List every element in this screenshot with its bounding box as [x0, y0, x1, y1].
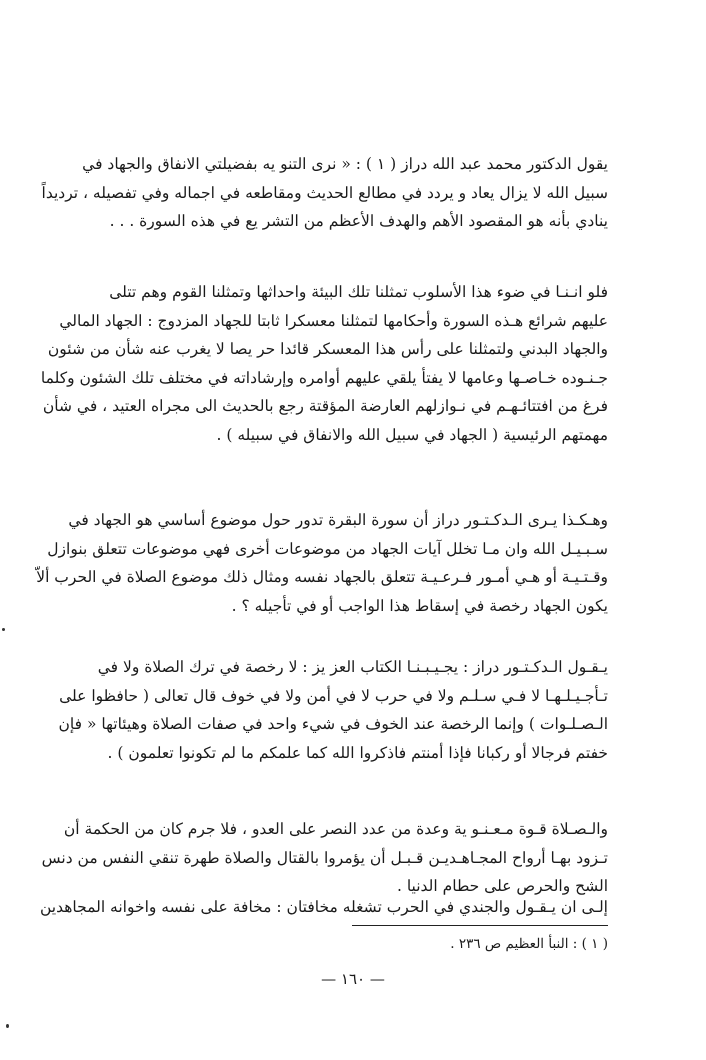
paragraph-5 [41, 815, 608, 901]
footnote-divider [352, 925, 608, 926]
text-line: سبيل الله لا يزال يعاد و يردد في مطالع الحديث ومقاطعه في اجماله وفي تفصيله ، ترديداً [41, 183, 608, 202]
text-line: سـبـيـل الله وان مـا تخلل آيات الجهاد من موضوعات أخرى فهي موضوعات تتعلق بنوازل [47, 539, 608, 558]
paragraph-4 [58, 653, 608, 767]
paragraph-1 [41, 150, 608, 236]
text-line: يـقـول الـدكـتـور دراز : يجـيـبـنـا الكتاب العز يز : لا رخصة في ترك الصلاة ولا في [97, 658, 608, 676]
footnote: ( ١ ) : النبأ العظيم ص ٢٣٦ . [450, 936, 608, 952]
text-line: تـأجـيـلـهـا لا فـي سـلـم ولا في حرب لا في أمن ولا في خوف قال تعالى ( حافظوا على [59, 686, 608, 705]
text-line: تـزود بهـا أرواح المجـاهـديـن قـبـل أن يؤمروا بالقتال والصلاة طهرة تنقي النفس من دنس [41, 848, 608, 867]
paragraph-2 [40, 278, 608, 449]
text-line: ينادي بأنه هو المقصود الأهم والهدف الأعظم من التشر يع في هذه السورة . . . [109, 212, 608, 230]
text-line: الشح والحرص على حطام الدنيا . [396, 877, 608, 895]
text-line: خفتم فرجالا أو ركبانا فإذا أمنتم فاذكروا الله كما علمكم ما لم تكونوا تعلمون ) . [107, 743, 608, 762]
paragraph-6 [39, 893, 608, 922]
text-line: والـصـلاة قـوة مـعـنـو ية وعدة من عدد النصر على العدو ، فلا جرم كان من الحكمة أن [63, 820, 608, 838]
text-line: يقول الدكتور محمد عبد الله دراز ( ١ ) : « نرى التنو يه بفضيلتي الانفاق والجهاد في [82, 155, 608, 173]
scan-speck [6, 1024, 9, 1028]
text-line: وقـتـيـة أو هـي أمـور فـرعـيـة تتعلق بالجهاد نفسه ومثال ذلك موضوع الصلاة في الحرب ألاّ [36, 568, 608, 586]
text-line: الـصـلـوات ) وإنما الرخصة عند الخوف في شيء واحد في صفات الصلاة وهيئاتها « فإن [58, 715, 608, 733]
text-line: جـنـوده خـاصـها وعامها لا يفتأ يلقي عليهم أوامره وإرشاداته في مختلف تلك الشئون وكلما [40, 368, 608, 387]
text-line: عليهم شرائع هـذه السورة وأحكامها لتمثلنا معسكرا ثابتا للجهاد المزدوج : الجهاد المالي [59, 311, 608, 330]
text-line: فرغ من افتتائـهـم في نـوازلهم العارضة المؤقتة رجع بالحديث الى مجراه العتيد ، في شأن [42, 397, 608, 415]
page-number: — ١٦٠ — [321, 970, 385, 988]
text-line: مهمتهم الرئيسية ( الجهاد في سبيل الله والانفاق في سبيله ) . [216, 425, 608, 444]
text-line: وهـكـذا يـرى الـدكـتـور دراز أن سورة البقرة تدور حول موضوع أساسي هو الجهاد في [68, 511, 608, 529]
text-line: فلو انـنـا في ضوء هذا الأسلوب تمثلنا تلك البيئة واحداثها وتمثلنا القوم وهم تتلى [109, 283, 608, 301]
text-line: إلـى ان يـقـول والجندي في الحرب تشغله مخافتان : مخافة على نفسه واخوانه المجاهدين [39, 898, 608, 916]
text-line: والجهاد البدني ولتمثلنا على رأس هذا المعسكر قائدا حر يصا لا يغرب عنه شأن من شئون [47, 340, 608, 358]
scan-speck [2, 628, 5, 631]
paragraph-3 [36, 506, 608, 620]
text-line: يكون الجهاد رخصة في إسقاط هذا الواجب أو في تأجيله ؟ . [231, 596, 608, 615]
